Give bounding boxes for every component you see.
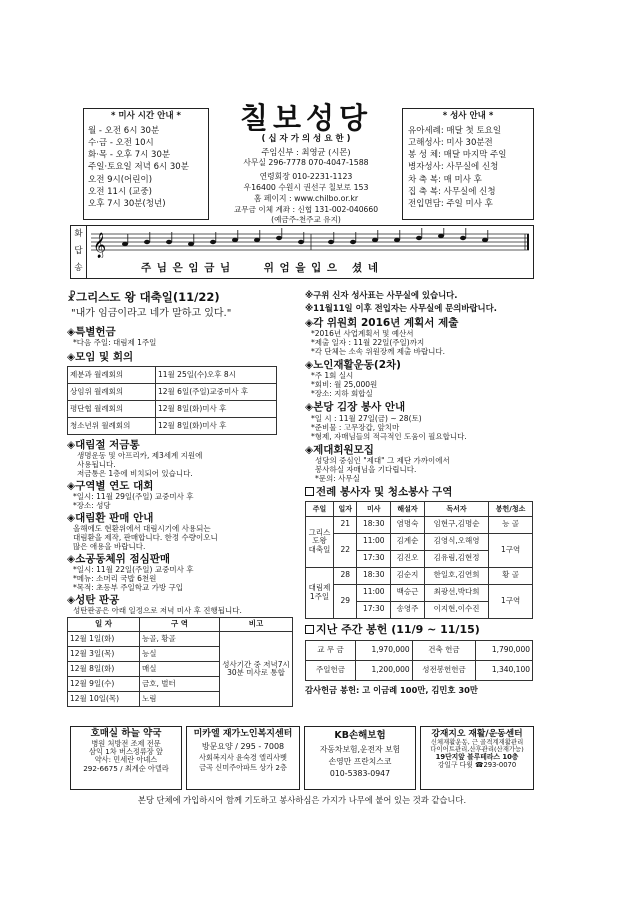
serve-area: 능 골 xyxy=(489,516,533,533)
offering-label: 주일헌금 xyxy=(306,661,356,681)
homepage[interactable]: 홈 페이지 : www.chilbo.or.kr xyxy=(253,194,359,204)
note-head xyxy=(144,240,150,244)
meeting-time: 12월 6일(주일)교중미사 후 xyxy=(156,383,277,400)
lunch-line: *목적: 초등부 주일학교 가방 구입 xyxy=(73,583,183,593)
offering-heading: 지난 주간 봉헌 (11/9 ~ 11/15) xyxy=(305,624,537,637)
serve-day: 29 xyxy=(334,584,357,618)
committee-line: *2016년 사업계획서 및 예산서 xyxy=(311,329,414,339)
treble-clef-icon: 𝄞 xyxy=(93,233,107,258)
xmas-col-date: 일 자 xyxy=(68,618,140,632)
xmas-intro: 성탄판공은 아래 일정으로 저녁 미사 후 진행됩니다. xyxy=(73,606,242,616)
serve-time: 17:30 xyxy=(357,601,391,618)
note-head xyxy=(210,240,216,244)
elder-heading: ◈노인재활운동(2차) xyxy=(305,359,401,372)
kimchi-text xyxy=(311,414,537,441)
council-line: *문의: 사무실 xyxy=(315,473,360,483)
mass-time-line: 오후 7시 30분(청년) xyxy=(88,198,166,209)
thanks-offering: 감사헌금 봉헌: 고 이금례 100만, 김민호 30만 xyxy=(305,685,478,696)
sacrament-line: 전입면담: 주일 미사 후 xyxy=(408,198,493,209)
table-row xyxy=(306,533,533,550)
mass-time-line: 월 - 오전 6시 30분 xyxy=(88,125,160,136)
meetings-heading: ◈모임 및 회의 xyxy=(67,350,134,363)
note-head xyxy=(482,238,488,242)
table-row xyxy=(306,584,533,601)
table-row xyxy=(68,400,277,417)
lunch-line: *메뉴: 소머리 국밥 6천원 xyxy=(73,574,157,584)
kimchi-line: *준비물 : 고무장갑, 앞치마 xyxy=(311,422,400,432)
church-subtitle: ( 십 자 가 의 성 요 한 ) xyxy=(261,134,351,144)
note-head xyxy=(328,240,334,244)
feast-title: ☧그리스도 왕 대축일(11/22) xyxy=(67,290,220,304)
mass-times-heading: * 미사 시간 안내 * xyxy=(111,111,181,121)
church-header xyxy=(213,102,399,224)
kimchi-heading: ◈본당 김장 봉사 안내 xyxy=(305,401,406,414)
elder-line: *주 1회 실시 xyxy=(311,371,354,381)
lunch-heading: ◈소공동체위 점심판매 xyxy=(67,553,171,566)
lunch-text xyxy=(73,565,299,592)
offering-table xyxy=(305,640,533,681)
note-head xyxy=(122,242,128,246)
council-heading: ◈제대회원모집 xyxy=(305,443,374,456)
table-row xyxy=(306,567,533,584)
pastor: 주임신부 : 최영균 (시몬) xyxy=(261,146,351,157)
offering-amount: 1,790,000 xyxy=(476,641,533,661)
meetings-table xyxy=(67,366,277,435)
note-head xyxy=(438,234,444,238)
serve-col: 봉헌/청소 xyxy=(489,501,533,516)
committee-line: *제출 일자 : 11월 22일(주일)까지 xyxy=(311,338,425,348)
offering-amount: 1,340,100 xyxy=(476,661,533,681)
serve-day: 28 xyxy=(334,567,357,584)
serve-col: 미사 xyxy=(357,501,391,516)
serve-readers: 한일호,김연희 xyxy=(424,567,488,584)
account: 교무금 이체 계좌 : 신협 131-002-040660 xyxy=(233,205,379,215)
notice-2: ※11월11일 이후 전입자는 사무실에 문의바랍니다. xyxy=(305,302,497,313)
xmas-area: 능실 xyxy=(140,647,220,662)
wreath-line: 올해에도 현환위에서 대림시기에 사용되는 xyxy=(73,524,211,534)
advent-bank-heading: ◈대림절 저금통 xyxy=(67,438,140,451)
ads-row xyxy=(70,726,534,790)
ad-pharmacy: 호매실 하늘 약국 병원 처방전 조제 전문 삼익 1차 버스정류장 앞 약사: 민세란 아녜스 292-6675 / 최계순 아델라 xyxy=(70,726,182,790)
table-row xyxy=(68,383,277,400)
mass-time-line: 수·금 - 오전 10시 xyxy=(88,137,154,148)
special-offering-heading: ◈특별헌금 xyxy=(67,325,116,338)
sacrament-line: 집 축 복: 사무실에 신청 xyxy=(408,186,496,197)
lunch-line: *일시: 11월 22일(주일) 교중미사 후 xyxy=(73,565,194,575)
ad-care-center: 미카엘 재가노인복지센터 방문요양 / 295 - 7008 사회복지사 윤숙경 엘리사벳 금곡 신미주아파트 상가 2층 xyxy=(186,726,300,790)
council-line: 성당의 중심인 "제대" 그 제단 가까이에서 xyxy=(315,455,450,465)
note-head xyxy=(166,240,172,244)
note-head xyxy=(372,238,378,242)
note-head xyxy=(350,240,356,244)
footer-message: 본당 단체에 가입하시어 함께 기도하고 봉사하심은 가지가 나무에 붙어 있는 것과 같습니다. xyxy=(137,795,467,805)
committee-text xyxy=(311,329,537,356)
serve-readers: 김영식,오해영 xyxy=(424,533,488,550)
note-head xyxy=(394,238,400,242)
serve-time: 17:30 xyxy=(357,550,391,567)
advent-line: 생명운동 및 아프리카, 제3세계 지원에 xyxy=(77,450,203,460)
yearbook-line: *장소: 성당 xyxy=(73,500,111,510)
note-head xyxy=(276,236,282,240)
note-head xyxy=(232,238,238,242)
elder-text xyxy=(311,371,537,398)
serve-commentator: 김계순 xyxy=(391,533,425,550)
advent-bank-text xyxy=(77,451,299,478)
table-row xyxy=(306,516,533,533)
serve-area: 1구역 xyxy=(489,533,533,567)
serve-time: 18:30 xyxy=(357,516,391,533)
meeting-time: 11월 25일(수)오후 8시 xyxy=(156,366,277,383)
table-icon xyxy=(305,487,314,496)
xmas-date: 12월 8일(화) xyxy=(68,662,140,677)
meeting-name: 제분과 월례회의 xyxy=(68,366,156,383)
offering-label: 건축 헌금 xyxy=(412,641,476,661)
committee-heading: ◈각 위원회 2016년 계획서 제출 xyxy=(305,317,459,330)
serve-time: 11:00 xyxy=(357,533,391,550)
serve-readers: 최광선,박다희 xyxy=(424,584,488,601)
xmas-area: 능골, 황골 xyxy=(140,632,220,647)
note-head xyxy=(188,242,194,246)
mass-times-box xyxy=(83,108,209,220)
sacraments-list xyxy=(408,125,528,210)
music-staff xyxy=(89,228,531,258)
xmas-date: 12월 9일(수) xyxy=(68,677,140,692)
serve-sunday: 대림제1주일 xyxy=(306,567,334,618)
serve-time: 18:30 xyxy=(357,567,391,584)
serve-day: 22 xyxy=(334,533,357,567)
phones: 사무실 296-7778 070-4047-1588 xyxy=(243,158,369,168)
offering-label: 교 무 금 xyxy=(306,641,356,661)
advent-line: 사용됩니다. xyxy=(77,459,116,469)
meeting-time: 12월 8일(화)미사 후 xyxy=(156,400,277,417)
feast-quote: "내가 임금이라고 네가 말하고 있다." xyxy=(71,308,232,320)
sacrament-line: 봉 성 체: 매달 마지막 주일 xyxy=(408,150,507,161)
notice-1: ※구위 신자 성사표는 사무실에 있습니다. xyxy=(305,290,458,300)
serve-readers: 임현구,김명순 xyxy=(424,516,488,533)
sacraments-heading: * 성사 안내 * xyxy=(442,111,494,121)
right-column xyxy=(305,291,537,696)
serve-table xyxy=(305,501,533,619)
meeting-name: 평단협 월례회의 xyxy=(68,400,156,417)
sacraments-box xyxy=(402,108,534,220)
xmas-table xyxy=(67,617,293,707)
serve-commentator: 백승근 xyxy=(391,584,425,601)
xmas-heading: ◈성탄 판공 xyxy=(67,594,120,607)
serve-time: 11:00 xyxy=(357,584,391,601)
mass-time-line: 주일·토요일 저녁 6시 30분 xyxy=(88,162,189,173)
serve-col: 주일 xyxy=(306,501,334,516)
ad-rehab: 강재지오 재활/운동센터 신체재활운동, 근 골격계재활관리 다이어트관리,산후관리(산재가능) 19단지앞 블루테라스 10층 강일구 다윗 ☎293-0070 xyxy=(420,726,534,790)
sacrament-line: 병자성사: 사무실에 신청 xyxy=(408,162,499,173)
xmas-note: 성사기간 중 저녁7시30분 미사로 통합 xyxy=(220,632,293,707)
xmas-col-area: 구 역 xyxy=(140,618,220,632)
sacrament-line: 유아세례: 매달 첫 토요일 xyxy=(408,125,502,136)
wreath-line: 대림환을 제작, 판매합니다. 한정 수량이오니 xyxy=(73,533,218,543)
council-text xyxy=(315,456,537,483)
serve-col: 해설자 xyxy=(391,501,425,516)
kb-logo: KB손해보험 xyxy=(334,730,386,741)
left-column xyxy=(67,291,299,707)
committee-line: *각 단체는 소속 위원장께 제출 바랍니다. xyxy=(311,347,445,357)
serve-col: 일자 xyxy=(334,501,357,516)
mass-times-list xyxy=(88,125,204,210)
wreath-text xyxy=(73,524,299,551)
sacrament-line: 차 축 복: 매 미사 후 xyxy=(408,174,482,185)
elder-line: *회비: 월 25,000원 xyxy=(311,380,378,390)
meeting-name: 청소년위 월례회의 xyxy=(68,417,156,434)
offering-amount: 1,200,000 xyxy=(356,661,413,681)
serve-commentator: 염명숙 xyxy=(391,516,425,533)
yearbook-line: *일시: 11월 29일(주일) 교중미사 후 xyxy=(73,491,194,501)
note-head xyxy=(254,238,260,242)
serve-commentator: 송영주 xyxy=(391,601,425,618)
offering-label: 성전봉헌헌금 xyxy=(412,661,476,681)
xmas-col-note: 비고 xyxy=(220,618,293,632)
xmas-area: 매실 xyxy=(140,662,220,677)
mass-time-line: 화·목 - 오후 7시 30분 xyxy=(88,150,171,161)
advent-line: 저금통은 1층에 비치되어 있습니다. xyxy=(77,468,193,478)
kimchi-line: *형제, 자매님들의 적극적인 도움이 필요합니다. xyxy=(311,431,467,441)
xmas-area: 노림 xyxy=(140,692,220,707)
serve-col: 독서자 xyxy=(424,501,488,516)
serve-area: 황 골 xyxy=(489,567,533,584)
mass-time-line: 오전 9시(어린이) xyxy=(88,174,153,185)
serve-day: 21 xyxy=(334,516,357,533)
special-offering-note: *다음 주일: 대림제 1주일 xyxy=(73,337,157,347)
xmas-date: 12월 1일(화) xyxy=(68,632,140,647)
table-icon xyxy=(305,625,314,634)
sacrament-line: 고해성사: 미사 30분전 xyxy=(408,137,493,148)
xmas-area: 금호, 벌터 xyxy=(140,677,220,692)
note-head xyxy=(298,240,304,244)
serve-heading: 전례 봉사자 및 청소봉사 구역 xyxy=(305,486,537,498)
address: 우16400 수원시 권선구 칠보로 153 xyxy=(243,183,369,193)
yearbook-text xyxy=(73,492,299,510)
xmas-date: 12월 3일(목) xyxy=(68,647,140,662)
hymn-box xyxy=(70,225,534,279)
serve-sunday: 그리스도왕 대축일 xyxy=(306,516,334,567)
serve-readers: 김유림,김현정 xyxy=(424,550,488,567)
hymn-side-label: 화 답 송 xyxy=(71,226,87,278)
elder-line: *장소: 지하 회합실 xyxy=(311,389,373,399)
hymn-lyrics: 주 님 은 임 금 님 위 엄 을 입 으 셨 네 xyxy=(141,262,379,274)
table-row xyxy=(306,641,533,661)
account-holder: (예금주-천주교 유지) xyxy=(271,214,341,224)
xmas-date: 12월 10일(목) xyxy=(68,692,140,707)
table-row xyxy=(68,417,277,434)
offering-amount: 1,970,000 xyxy=(356,641,413,661)
meeting-time: 12월 8일(화)미사 후 xyxy=(156,417,277,434)
notes xyxy=(122,228,488,246)
note-head xyxy=(416,236,422,240)
note-head xyxy=(460,236,466,240)
meeting-name: 상임위 월례회의 xyxy=(68,383,156,400)
contact: 연령회장 010-2231-1123 xyxy=(259,172,353,182)
council-line: 봉사하실 자매님을 기다립니다. xyxy=(315,464,417,474)
yearbook-heading: ◈구역별 연도 대회 xyxy=(67,479,154,492)
ad-insurance: KB손해보험 자동차보험,운전자 보험 손영만 프란치스코 010-5383-0947 xyxy=(304,726,416,790)
table-row xyxy=(306,661,533,681)
mass-time-line: 오전 11시 (교중) xyxy=(88,186,152,197)
table-row xyxy=(68,366,277,383)
serve-commentator: 김순지 xyxy=(391,567,425,584)
serve-readers: 이지현,이수진 xyxy=(424,601,488,618)
serve-commentator: 김진오 xyxy=(391,550,425,567)
wreath-heading: ◈대림환 판매 안내 xyxy=(67,511,154,524)
church-name: 칠보성당 xyxy=(239,101,373,135)
table-row xyxy=(68,632,293,647)
serve-area: 1구역 xyxy=(489,584,533,618)
wreath-line: 많은 애용을 바랍니다. xyxy=(73,542,146,552)
kimchi-line: *일 시 : 11월 27일(금) ~ 28(토) xyxy=(311,413,422,423)
